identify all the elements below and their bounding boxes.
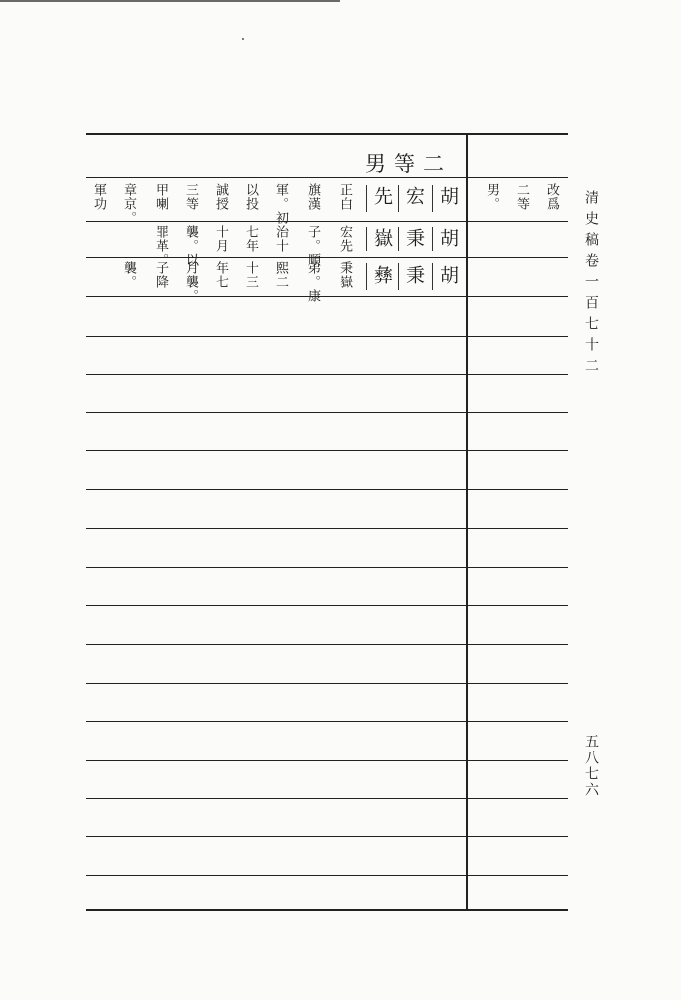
row-separator bbox=[86, 760, 568, 761]
name-bar bbox=[366, 263, 367, 290]
name-bar bbox=[366, 227, 367, 251]
row-separator bbox=[86, 644, 568, 645]
row-separator bbox=[86, 412, 568, 413]
right-note-2: 二等 bbox=[514, 183, 529, 211]
row-2-note-7: 罪革。 bbox=[153, 225, 168, 267]
book-side-title: 清史稿卷一百七十二 bbox=[583, 190, 599, 379]
name-bar bbox=[398, 227, 399, 251]
row-3-note-5: 年七 bbox=[213, 261, 228, 289]
row-2-name-char-1: 胡 bbox=[437, 228, 459, 251]
row-separator bbox=[86, 296, 568, 297]
scan-top-edge bbox=[0, 0, 340, 2]
row-1-name-char-1: 胡 bbox=[437, 186, 459, 209]
scan-speck bbox=[242, 38, 244, 40]
row-3-note-2: 弟。康 bbox=[305, 261, 320, 303]
row-2-name-char-3: 嶽 bbox=[371, 228, 393, 251]
table-column-divider bbox=[466, 133, 468, 911]
row-3-note-3: 熙二 bbox=[273, 261, 288, 289]
row-separator bbox=[86, 683, 568, 684]
row-separator bbox=[86, 450, 568, 451]
row-separator bbox=[86, 605, 568, 606]
name-bar bbox=[366, 185, 367, 212]
row-2-note-2: 子。順 bbox=[305, 225, 320, 267]
row-2-note-5: 十月 bbox=[213, 225, 228, 253]
row-1-note-4: 以投 bbox=[243, 183, 258, 211]
row-2-note-6: 襲。以 bbox=[183, 225, 198, 267]
name-bar bbox=[398, 263, 399, 290]
row-3-note-4: 十三 bbox=[243, 261, 258, 289]
row-separator bbox=[86, 836, 568, 837]
row-separator bbox=[86, 489, 568, 490]
row-3-note-7: 子降 bbox=[153, 261, 168, 289]
name-bar bbox=[432, 227, 433, 251]
row-2-note-3: 治十 bbox=[273, 225, 288, 253]
row-1-note-8: 章京。 bbox=[121, 183, 136, 225]
row-separator bbox=[86, 528, 568, 529]
row-separator bbox=[86, 798, 568, 799]
row-1-name-char-3: 先 bbox=[371, 186, 393, 209]
row-1-note-2: 旗漢 bbox=[305, 183, 320, 211]
name-bar bbox=[432, 185, 433, 212]
row-separator bbox=[86, 374, 568, 375]
row-separator bbox=[86, 221, 568, 222]
row-separator bbox=[86, 721, 568, 722]
row-3-note-8: 襲。 bbox=[121, 261, 136, 289]
row-1-note-7: 甲喇 bbox=[153, 183, 168, 211]
row-separator bbox=[86, 875, 568, 876]
row-separator bbox=[468, 177, 568, 178]
row-2-name-char-2: 秉 bbox=[403, 228, 425, 251]
row-1-note-9: 軍功 bbox=[91, 183, 106, 211]
name-bar bbox=[432, 263, 433, 290]
row-3-note-6: 月襲。 bbox=[183, 261, 198, 303]
row-separator bbox=[86, 336, 568, 337]
row-1-note-1: 正白 bbox=[337, 183, 352, 211]
row-3-name-char-1: 胡 bbox=[437, 265, 459, 288]
table-bottom-rule bbox=[86, 909, 568, 911]
row-3-name-char-2: 秉 bbox=[403, 265, 425, 288]
row-1-note-5: 誠授 bbox=[213, 183, 228, 211]
right-note-3: 男。 bbox=[484, 183, 499, 211]
row-1-note-6: 三等 bbox=[183, 183, 198, 211]
row-1-note-3: 軍。初 bbox=[273, 183, 288, 225]
row-2-note-4: 七年 bbox=[243, 225, 258, 253]
table-top-rule bbox=[86, 133, 568, 135]
table-title: 二等男 bbox=[365, 152, 452, 176]
page-number: 五八七六 bbox=[583, 734, 599, 798]
right-note-1: 改爲 bbox=[544, 183, 559, 211]
row-2-note-1: 宏先 bbox=[337, 225, 352, 253]
row-separator bbox=[86, 567, 568, 568]
row-1-name-char-2: 宏 bbox=[403, 186, 425, 209]
name-bar bbox=[398, 185, 399, 212]
row-3-name-char-3: 彝 bbox=[371, 265, 393, 288]
row-3-note-1: 秉嶽 bbox=[337, 261, 352, 289]
